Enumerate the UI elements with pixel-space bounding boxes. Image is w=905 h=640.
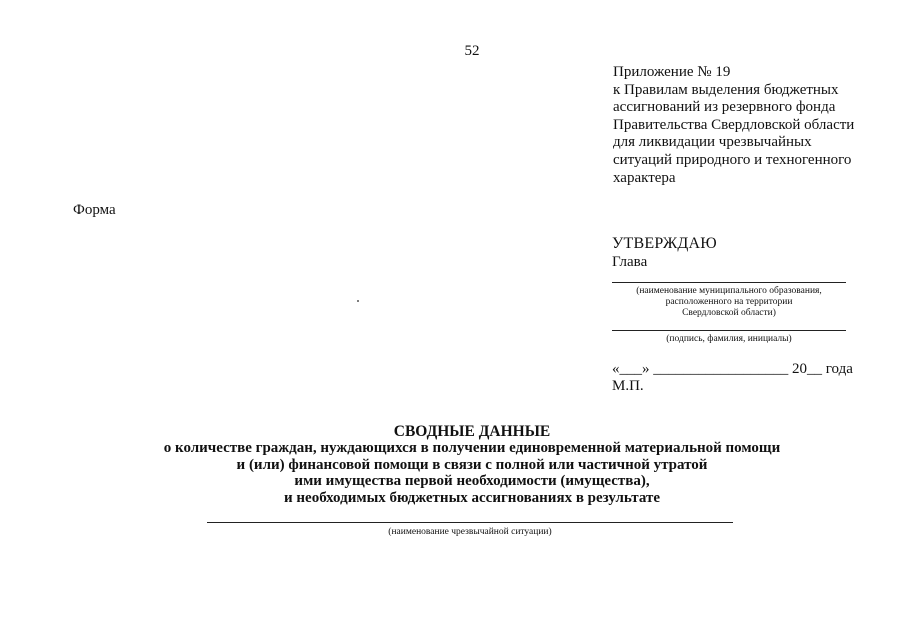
scan-speck (357, 300, 359, 302)
summary-line: и необходимых бюджетных ассигнованиях в результате (284, 489, 660, 506)
appendix-line: ситуаций природного и техногенного (613, 151, 852, 168)
situation-hint: (наименование чрезвычайной ситуации) (388, 527, 552, 537)
municipality-hint-line: расположенного на территории (665, 297, 793, 307)
appendix-line: Приложение № 19 (613, 64, 731, 80)
appendix-line: к Правилам выделения бюджетных (613, 81, 839, 98)
municipality-blank-line (612, 282, 846, 283)
summary-line: ими имущества первой необходимости (имущества), (294, 473, 650, 489)
approval-block (612, 235, 872, 395)
appendix-line: для ликвидации чрезвычайных (613, 134, 812, 151)
appendix-line: ассигнований из резервного фонда (613, 99, 836, 116)
summary-heading (0, 423, 905, 506)
signature-blank-line (612, 330, 846, 331)
signature-hint: (подпись, фамилия, инициалы) (666, 334, 792, 344)
summary-title: СВОДНЫЕ ДАННЫЕ (393, 423, 551, 440)
approval-date-line: «___» __________________ 20__ года (612, 361, 853, 377)
municipality-hint-line: Свердловской области) (682, 308, 776, 318)
municipality-hint (612, 286, 846, 319)
page-number: 52 (464, 43, 480, 59)
summary-line: о количестве граждан, нуждающихся в получении единовременной материальной помощи (163, 440, 781, 456)
appendix-line: характера (613, 169, 676, 186)
stamp-place-label: М.П. (612, 378, 644, 394)
municipality-hint-line: (наименование муниципального образования, (636, 286, 822, 296)
approval-head: Глава (612, 254, 648, 270)
approval-title: УТВЕРЖДАЮ (612, 235, 717, 252)
appendix-block (613, 64, 893, 187)
summary-line: и (или) финансовой помощи в связи с полной или частичной утратой (236, 456, 708, 473)
appendix-line: Правительства Свердловской области (613, 116, 855, 133)
form-label: Форма (73, 202, 116, 218)
situation-blank-line (207, 522, 733, 523)
